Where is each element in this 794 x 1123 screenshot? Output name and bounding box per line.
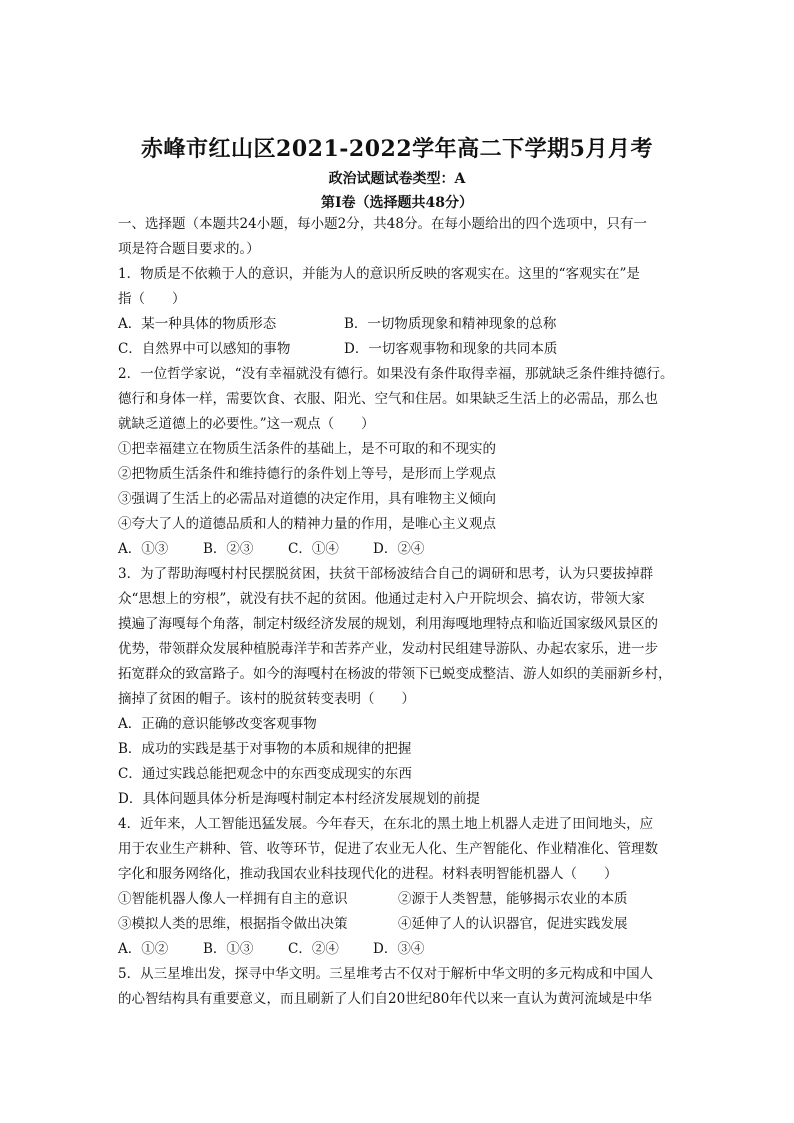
statement-3: ③模拟人类的思维，根据指令做出决策 — [118, 916, 348, 932]
question-2-stem: 德行和身体一样，需要饮食、衣服、阳光、空气和住居。如果缺乏生活上的必需品，那么也 — [118, 391, 658, 407]
option-d: D．②④ — [373, 541, 425, 557]
question-2-stem: 就缺乏道德上的必要性。”这一观点（ ） — [118, 416, 375, 432]
option-b: B．②③ — [203, 541, 254, 557]
question-1-stem: 指（ ） — [118, 291, 186, 307]
instructions-line: 项是符合题目要求的。） — [118, 241, 260, 257]
question-1-options-row — [118, 312, 678, 337]
question-4-options-row — [118, 937, 678, 962]
exam-content — [118, 212, 678, 1012]
question-4-statements-row — [118, 887, 678, 912]
option-d: D．③④ — [373, 941, 425, 957]
statement-4: ④延伸了人的认识器官，促进实践发展 — [398, 916, 628, 932]
question-3-stem: 摘掉了贫困的帽子。该村的脱贫转变表明（ ） — [118, 691, 415, 707]
statement-2: ②把物质生活条件和维持德行的条件划上等号，是形而上学观点 — [118, 466, 496, 482]
question-1-options-row — [118, 337, 678, 362]
question-3-stem: 摸遍了海嘎每个角落，制定村级经济发展的规划，利用海嘎地理特点和临近国家级风景区的 — [118, 616, 658, 632]
question-4-stem: 4．近年来，人工智能迅猛发展。今年春天，在东北的黑土地上机器人走进了田间地头，应 — [118, 816, 654, 832]
statement-4: ④夸大了人的道德品质和人的精神力量的作用，是唯心主义观点 — [118, 516, 496, 532]
section-heading: 第Ⅰ卷（选择题共48分） — [320, 195, 474, 211]
question-2-options-row — [118, 537, 678, 562]
option-a: A．某一种具体的物质形态 — [118, 316, 277, 332]
question-5-stem: 5．从三星堆出发，探寻中华文明。三星堆考古不仅对于解析中华文明的多元构成和中国人 — [118, 966, 654, 982]
option-d: D．具体问题具体分析是海嘎村制定本村经济发展规划的前提 — [118, 791, 480, 807]
question-4-stem: 字化和服务网络化，推动我国农业科技现代化的进程。材料表明智能机器人（ ） — [118, 866, 618, 882]
option-c: C．①④ — [288, 541, 339, 557]
option-a: A．正确的意识能够改变客观事物 — [118, 716, 317, 732]
option-a: A．①③ — [118, 541, 169, 557]
option-b: B．成功的实践是基于对事物的本质和规律的把握 — [118, 741, 412, 757]
statement-1: ①把幸福建立在物质生活条件的基础上，是不可取的和不现实的 — [118, 441, 496, 457]
exam-subtitle: 政治试题试卷类型：A — [328, 171, 466, 187]
question-5-stem: 的心智结构具有重要意义，而且刷新了人们自20世纪80年代以来一直认为黄河流域是中华 — [118, 991, 652, 1007]
page-title: 赤峰市红山区2021-2022学年高二下学期5月月考 — [141, 136, 653, 162]
question-3-stem: 众“思想上的穷根”，就没有扶不起的贫困。他通过走村入户开院坝会、搞农访，带领大家 — [118, 591, 645, 607]
option-c: C．自然界中可以感知的事物 — [118, 341, 291, 357]
option-c: C．通过实践总能把观念中的东西变成现实的东西 — [118, 766, 412, 782]
statement-2: ②源于人类智慧，能够揭示农业的本质 — [398, 891, 628, 907]
instructions-line: 一、选择题（本题共24小题，每小题2分，共48分。在每小题给出的四个选项中，只有一 — [118, 216, 647, 232]
option-a: A．①② — [118, 941, 169, 957]
question-4-statements-row — [118, 912, 678, 937]
question-2-stem: 2．一位哲学家说，“没有幸福就没有德行。如果没有条件取得幸福，那就缺乏条件维持德行。 — [118, 366, 674, 382]
question-3-stem: 优势，带领群众发展种植脱毒洋芋和苦荞产业，发动村民组建导游队、办起农家乐，进一步 — [118, 641, 658, 657]
statement-1: ①智能机器人像人一样拥有自主的意识 — [118, 891, 348, 907]
option-d: D．一切客观事物和现象的共同本质 — [344, 341, 558, 357]
option-b: B．①③ — [203, 941, 254, 957]
option-c: C．②④ — [288, 941, 339, 957]
question-3-stem: 3．为了帮助海嘎村村民摆脱贫困，扶贫干部杨波结合自己的调研和思考，认为只要拔掉群 — [118, 566, 654, 582]
option-b: B．一切物质现象和精神现象的总称 — [344, 316, 557, 332]
question-4-stem: 用于农业生产耕种、管、收等环节，促进了农业无人化、生产智能化、作业精准化、管理数 — [118, 841, 658, 857]
question-1-stem: 1．物质是不依赖于人的意识，并能为人的意识所反映的客观实在。这里的“客观实在”是 — [118, 266, 640, 282]
question-3-stem: 拓宽群众的致富路子。如今的海嘎村在杨波的带领下已蜕变成整洁、游人如织的美丽新乡村， — [118, 666, 672, 682]
statement-3: ③强调了生活上的必需品对道德的决定作用，具有唯物主义倾向 — [118, 491, 496, 507]
